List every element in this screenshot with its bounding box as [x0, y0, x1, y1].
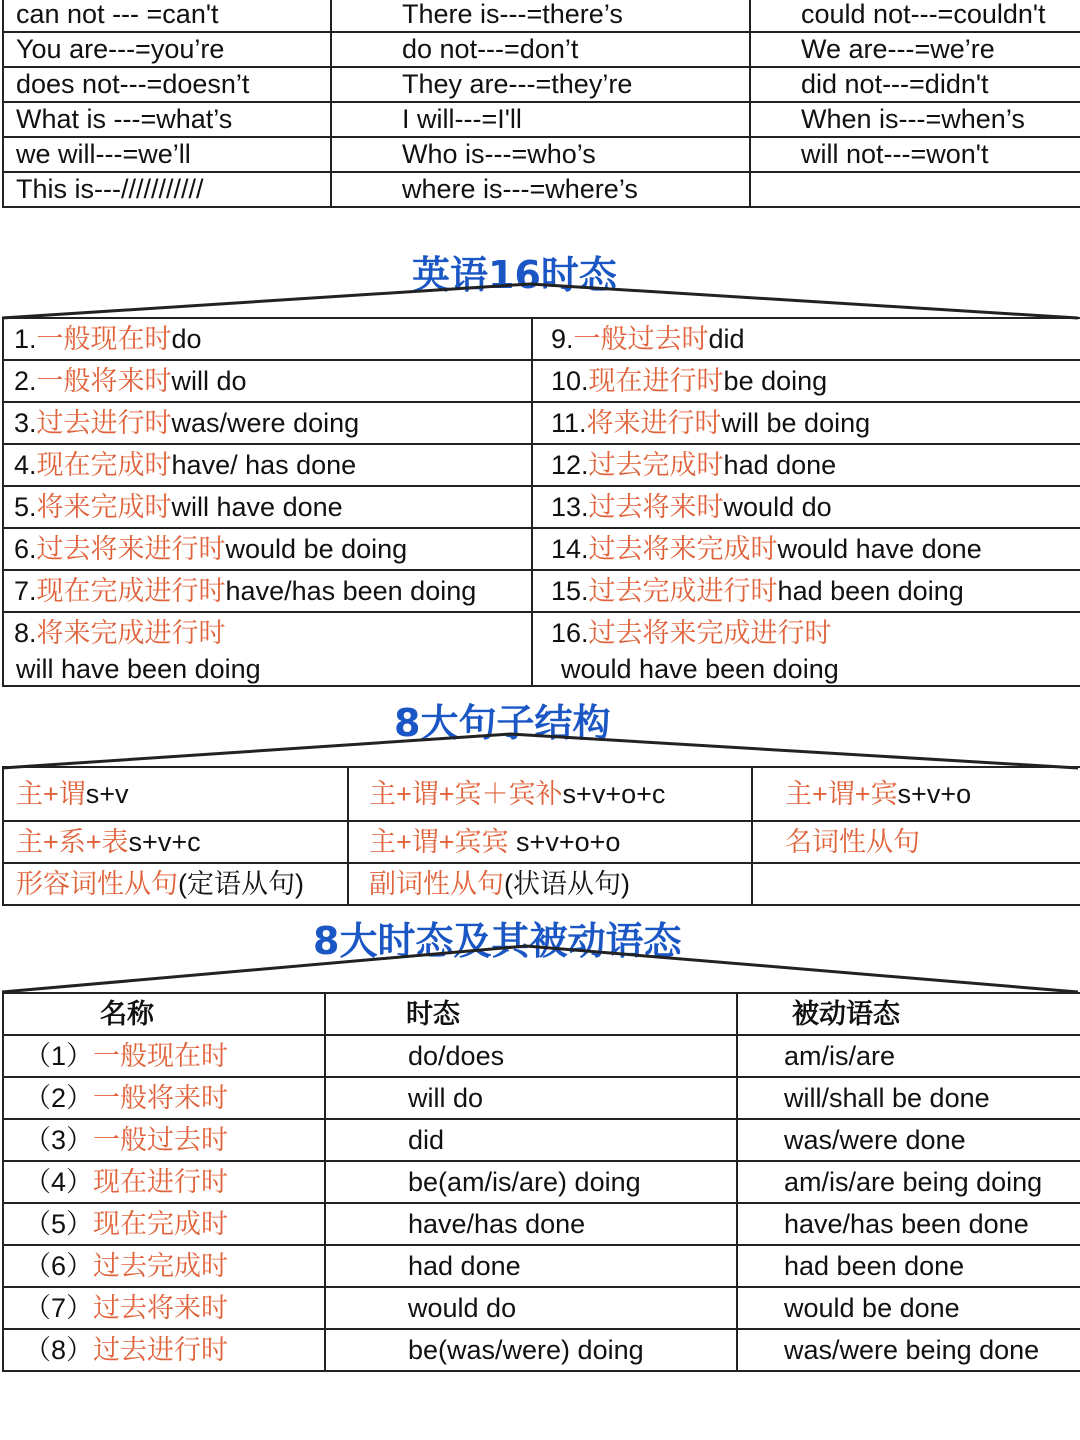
- passive-tense-cell: [325, 1119, 737, 1161]
- contraction-cell: [331, 32, 750, 67]
- structure-form-en: s+v+c: [128, 826, 201, 857]
- passive-name-cell: [3, 1245, 325, 1287]
- passive-number: （7）: [24, 1292, 94, 1323]
- passive-name-cell: [3, 1203, 325, 1245]
- passive-voice-cell: [737, 1077, 1080, 1119]
- contraction-row: [3, 0, 1080, 32]
- passive-name-cell: [3, 1119, 325, 1161]
- contraction-cell: [331, 172, 750, 207]
- tense-number: 7.: [14, 575, 37, 606]
- passive-number: （5）: [24, 1208, 94, 1239]
- passive-tense-text: did: [408, 1124, 445, 1155]
- tense-row: [3, 570, 1080, 612]
- contraction-text: does not---=doesn’t: [16, 69, 250, 99]
- tense-tail-row: [3, 653, 1080, 686]
- passive-number: （2）: [24, 1082, 94, 1113]
- contraction-cell: [331, 137, 750, 172]
- passive-name-cn: 过去将来时: [93, 1292, 229, 1323]
- passive-voice-text: would be done: [784, 1292, 960, 1323]
- contraction-text: You are---=you’re: [16, 34, 225, 64]
- tense-row: [3, 528, 1080, 570]
- tense-number: 8.: [14, 617, 37, 648]
- passive-name-cell: [3, 1287, 325, 1329]
- passive-voice-cell: [737, 1203, 1080, 1245]
- passive-name-cn: 一般现在时: [93, 1040, 229, 1071]
- structure-form-en: s+v: [85, 778, 129, 809]
- tense-row: [3, 444, 1080, 486]
- structure-cell: [752, 863, 1080, 905]
- structures-table: [2, 766, 1080, 906]
- passive-name-cn: 一般将来时: [93, 1082, 229, 1113]
- passive-number: （3）: [24, 1124, 94, 1155]
- tense-name-cn: 现在完成时: [36, 449, 172, 480]
- structures-title: 8大句子结构: [394, 701, 611, 745]
- tense-name-cn: 过去进行时: [36, 407, 172, 438]
- passive-row: [3, 1245, 1080, 1287]
- tense-number: 15.: [551, 575, 589, 606]
- tense-row: [3, 318, 1080, 360]
- contraction-text: They are---=they’re: [402, 69, 633, 99]
- contraction-text: will not---=won't: [801, 139, 989, 169]
- passive-row: [3, 1287, 1080, 1329]
- passive-tense-cell: [325, 1329, 737, 1371]
- tense-cell: [532, 318, 1080, 360]
- tense-name-cn: 现在完成进行时: [36, 575, 226, 606]
- structure-form-en: s+v+o+o: [516, 826, 621, 857]
- passive-voice-cell: [737, 1245, 1080, 1287]
- passive-header-text: 名称: [100, 998, 154, 1029]
- tense-form-en: have/has been doing: [225, 575, 477, 606]
- contraction-cell: [750, 0, 1080, 32]
- tense-cell: [3, 402, 532, 444]
- contraction-cell: [750, 32, 1080, 67]
- passive-voice-text: was/were being done: [784, 1334, 1040, 1365]
- tense-form-en: would be doing: [225, 533, 408, 564]
- tense-form-en: have/ has done: [171, 449, 357, 480]
- tense-name-cn: 将来进行时: [586, 407, 722, 438]
- passive-row: [3, 1035, 1080, 1077]
- passive-name-cell: [3, 1329, 325, 1371]
- contraction-cell: [3, 67, 331, 102]
- contraction-text: could not---=couldn't: [801, 0, 1046, 29]
- structure-name-cn: 主+谓+宾: [785, 778, 898, 809]
- contraction-cell: [3, 102, 331, 137]
- contraction-row: [3, 102, 1080, 137]
- structure-cell: [3, 821, 348, 863]
- passive-row: [3, 1077, 1080, 1119]
- passive-tense-text: had done: [408, 1250, 521, 1281]
- passive-voice-text: am/is/are being doing: [784, 1166, 1043, 1197]
- passive-header-row: [3, 993, 1080, 1035]
- tense-row: [3, 612, 1080, 653]
- passive-tense-text: do/does: [408, 1040, 505, 1071]
- tense-name-cn: 过去将来完成时: [588, 533, 778, 564]
- structure-form-en: (状语从句): [504, 868, 630, 899]
- structures-roof: [0, 730, 1080, 770]
- structure-cell: [348, 863, 752, 905]
- passive-row: [3, 1161, 1080, 1203]
- passive-tense-cell: [325, 1245, 737, 1287]
- contraction-cell: [331, 67, 750, 102]
- tense-name-cn: 一般现在时: [36, 323, 172, 354]
- passive-name-cn: 过去完成时: [93, 1250, 229, 1281]
- passive-voice-text: will/shall be done: [784, 1082, 990, 1113]
- contraction-row: [3, 32, 1080, 67]
- tense-tail-text: would have been doing: [561, 653, 839, 684]
- tense-number: 4.: [14, 449, 37, 480]
- structure-name-cn: 名词性从句: [785, 826, 920, 857]
- tenses16-title: 英语16时态: [412, 253, 617, 297]
- structure-cell: [348, 821, 752, 863]
- tense-number: 16.: [551, 617, 589, 648]
- tense-cell: [3, 612, 532, 653]
- passive-header-cell: [737, 993, 1080, 1035]
- tense-cell: [532, 612, 1080, 653]
- passive-voice-text: am/is/are: [784, 1040, 896, 1071]
- passive-roof: [0, 942, 1080, 994]
- structure-row: [3, 767, 1080, 821]
- passive-number: （4）: [24, 1166, 94, 1197]
- tense-number: 14.: [551, 533, 589, 564]
- passive-name-cell: [3, 1077, 325, 1119]
- tense-cell: [532, 444, 1080, 486]
- structure-cell: [348, 767, 752, 821]
- contraction-text: where is---=where’s: [402, 174, 638, 204]
- contraction-text: We are---=we’re: [801, 34, 995, 64]
- contraction-text: did not---=didn't: [801, 69, 989, 99]
- tense-number: 10.: [551, 365, 589, 396]
- contraction-cell: [3, 137, 331, 172]
- tense-name-cn: 一般将来时: [36, 365, 172, 396]
- tense-number: 9.: [551, 323, 574, 354]
- contraction-row: [3, 172, 1080, 207]
- passive-voice-cell: [737, 1329, 1080, 1371]
- structure-cell: [752, 821, 1080, 863]
- structure-row: [3, 821, 1080, 863]
- tense-form-en: was/were doing: [171, 407, 360, 438]
- contraction-cell: [750, 137, 1080, 172]
- passive-tense-cell: [325, 1161, 737, 1203]
- passive-tense-cell: [325, 1203, 737, 1245]
- contraction-text: When is---=when’s: [801, 104, 1025, 134]
- passive-voice-cell: [737, 1119, 1080, 1161]
- structure-cell: [3, 767, 348, 821]
- tense-cell: [3, 318, 532, 360]
- passive-voice-text: was/were done: [784, 1124, 966, 1155]
- tense-number: 1.: [14, 323, 37, 354]
- tense-number: 3.: [14, 407, 37, 438]
- passive-row: [3, 1203, 1080, 1245]
- structure-row: [3, 863, 1080, 905]
- tense-form-en: had done: [723, 449, 837, 480]
- tenses16-roof: [0, 280, 1080, 320]
- passive-number: （8）: [24, 1334, 94, 1365]
- contraction-cell: [750, 67, 1080, 102]
- contraction-cell: [331, 0, 750, 32]
- contraction-text: Who is---=who’s: [402, 139, 596, 169]
- passive-table: [2, 992, 1080, 1372]
- structure-name-cn: 副词性从句: [369, 868, 504, 899]
- tense-form-en: did: [708, 323, 745, 354]
- contraction-cell: [3, 0, 331, 32]
- tense-row: [3, 402, 1080, 444]
- tense-cell: [532, 486, 1080, 528]
- tense-cell: [3, 570, 532, 612]
- tense-form-en: will do: [171, 365, 247, 396]
- tense-form-en: be doing: [723, 365, 828, 396]
- tense-number: 11.: [551, 407, 587, 438]
- contraction-cell: [331, 102, 750, 137]
- tense-tail-cell: [3, 653, 532, 686]
- structure-form-en: (定语从句): [178, 868, 304, 899]
- tense-cell: [532, 360, 1080, 402]
- tense-name-cn: 将来完成时: [36, 491, 172, 522]
- structure-name-cn: 主+谓+宾宾: [369, 826, 517, 857]
- passive-tense-text: be(was/were) doing: [408, 1334, 644, 1365]
- tense-tail-text: will have been doing: [16, 653, 261, 684]
- tense-form-en: do: [171, 323, 202, 354]
- contraction-cell: [3, 172, 331, 207]
- contraction-cell: [750, 102, 1080, 137]
- tense-number: 12.: [551, 449, 589, 480]
- tense-tail-cell: [532, 653, 1080, 686]
- tense-number: 13.: [551, 491, 589, 522]
- contraction-cell: [3, 32, 331, 67]
- contraction-text: do not---=don’t: [402, 34, 579, 64]
- structure-name-cn: 形容词性从句: [16, 868, 178, 899]
- tense-form-en: had been doing: [777, 575, 964, 606]
- structure-cell: [752, 767, 1080, 821]
- structure-cell: [3, 863, 348, 905]
- contraction-text: There is---=there’s: [402, 0, 623, 29]
- tense-cell: [532, 528, 1080, 570]
- passive-tense-cell: [325, 1077, 737, 1119]
- passive-number: （1）: [24, 1040, 94, 1071]
- tense-name-cn: 过去将来时: [588, 491, 724, 522]
- tense-number: 5.: [14, 491, 37, 522]
- tense-number: 6.: [14, 533, 37, 564]
- passive-tense-cell: [325, 1287, 737, 1329]
- passive-header-cell: [3, 993, 325, 1035]
- tense-name-cn: 一般过去时: [573, 323, 709, 354]
- tense-row: [3, 360, 1080, 402]
- passive-header-text: 时态: [406, 998, 460, 1029]
- contraction-text: we will---=we’ll: [16, 139, 191, 169]
- passive-tense-text: would do: [408, 1292, 517, 1323]
- contraction-text: can not --- =can't: [16, 0, 219, 29]
- passive-row: [3, 1329, 1080, 1371]
- contraction-row: [3, 137, 1080, 172]
- passive-title: 8大时态及其被动语态: [313, 919, 682, 963]
- passive-voice-text: had been done: [784, 1250, 965, 1281]
- tense-row: [3, 486, 1080, 528]
- tense-form-en: would have done: [777, 533, 982, 564]
- passive-name-cell: [3, 1035, 325, 1077]
- passive-name-cn: 现在进行时: [93, 1166, 229, 1197]
- tenses16-table: [2, 317, 1080, 687]
- passive-name-cn: 现在完成时: [93, 1208, 229, 1239]
- tense-cell: [3, 486, 532, 528]
- passive-tense-text: be(am/is/are) doing: [408, 1166, 641, 1197]
- tense-cell: [3, 444, 532, 486]
- tense-cell: [532, 570, 1080, 612]
- passive-voice-text: have/has been done: [784, 1208, 1029, 1239]
- passive-header-text: 被动语态: [792, 998, 900, 1029]
- tense-form-en: would do: [723, 491, 832, 522]
- contraction-cell: [750, 172, 1080, 207]
- structure-form-en: s+v+o: [897, 778, 972, 809]
- structure-name-cn: 主+谓: [16, 778, 86, 809]
- passive-row: [3, 1119, 1080, 1161]
- structure-name-cn: 主+系+表: [16, 826, 129, 857]
- tense-cell: [3, 528, 532, 570]
- passive-tense-text: have/has done: [408, 1208, 586, 1239]
- tense-name-cn: 过去完成时: [588, 449, 724, 480]
- passive-voice-cell: [737, 1035, 1080, 1077]
- passive-number: （6）: [24, 1250, 94, 1281]
- structure-form-en: s+v+o+c: [562, 778, 666, 809]
- tense-number: 2.: [14, 365, 37, 396]
- structure-name-cn: 主+谓+宾＋宾补: [369, 778, 563, 809]
- tense-form-en: will have done: [171, 491, 343, 522]
- passive-tense-cell: [325, 1035, 737, 1077]
- tense-name-cn: 过去将来进行时: [36, 533, 226, 564]
- passive-tense-text: will do: [408, 1082, 484, 1113]
- contractions-table: [2, 0, 1080, 208]
- tense-cell: [532, 402, 1080, 444]
- passive-voice-cell: [737, 1287, 1080, 1329]
- tense-form-en: will be doing: [721, 407, 871, 438]
- tense-cell: [3, 360, 532, 402]
- contraction-text: What is ---=what’s: [16, 104, 233, 134]
- passive-name-cn: 过去进行时: [93, 1334, 229, 1365]
- tense-name-cn: 将来完成进行时: [36, 617, 226, 648]
- contraction-text: I will---=I'll: [402, 104, 522, 134]
- tense-name-cn: 过去将来完成进行时: [588, 617, 832, 648]
- contraction-row: [3, 67, 1080, 102]
- passive-voice-cell: [737, 1161, 1080, 1203]
- contraction-text: This is---///////////: [16, 174, 204, 204]
- passive-header-cell: [325, 993, 737, 1035]
- passive-name-cell: [3, 1161, 325, 1203]
- passive-name-cn: 一般过去时: [93, 1124, 229, 1155]
- tense-name-cn: 过去完成进行时: [588, 575, 778, 606]
- tense-name-cn: 现在进行时: [588, 365, 724, 396]
